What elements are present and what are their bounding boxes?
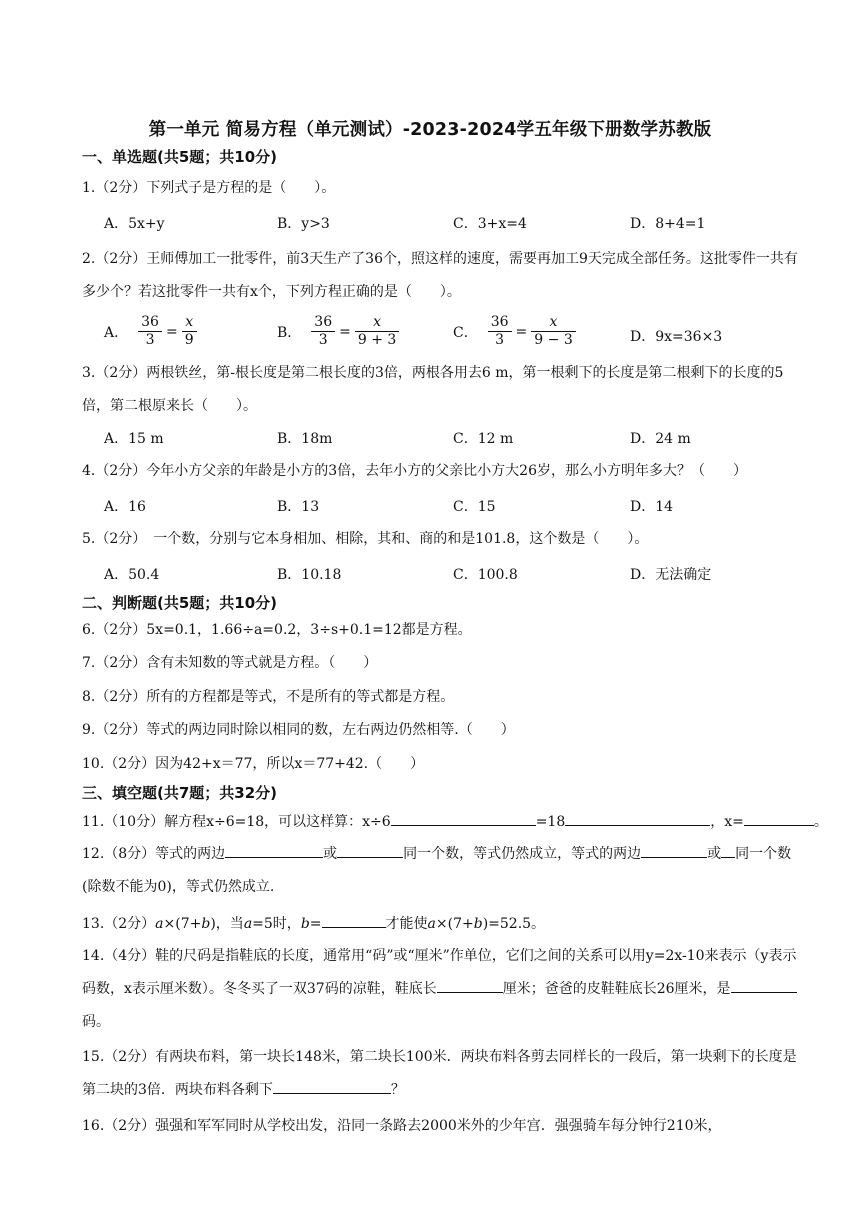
question-5: 5.（2分） 一个数，分别与它本身相加、相除，其和、商的和是101.8，这个数是（ ）。	[82, 531, 649, 547]
option-d: D．14	[630, 499, 674, 515]
question-3-options	[104, 428, 804, 452]
question-3: 3.（2分）两根铁丝，第-根长度是第二根长度的3倍，两根各用去6 m，第一根剩下的长度是第二根剩下的长度的5倍，第二根原来长（ ）。	[82, 365, 784, 414]
option-d: D．8+4=1	[630, 216, 706, 232]
question-8: 8.（2分）所有的方程都是等式，不是所有的等式都是方程。	[82, 689, 455, 705]
option-d: D．9x=36×3	[630, 329, 723, 345]
question-7: 7.（2分）含有未知数的等式就是方程。（ ）	[82, 655, 378, 671]
question-11: 11.（10分）解方程x÷6=18，可以这样算：x÷6 =18 ，x= 。	[82, 811, 828, 832]
answer-blank[interactable]	[565, 811, 710, 826]
answer-blank[interactable]	[641, 843, 707, 858]
option-d: D．24 m	[630, 431, 691, 447]
fraction: $\frac{36}{3}$	[311, 314, 335, 349]
answer-blank[interactable]	[721, 843, 735, 858]
option-a: A．15 m	[104, 431, 164, 447]
option-b: B．10.18	[277, 567, 342, 583]
question-9: 9.（2分）等式的两边同时除以相同的数，左右两边仍然相等.（ ）	[82, 722, 515, 738]
answer-blank[interactable]	[225, 843, 323, 858]
section-heading-fill-blank: 三、填空题(共7题；共32分)	[82, 784, 278, 802]
option-a: A．5x+y	[104, 216, 165, 232]
page-title: 第一单元 简易方程（单元测试）-2023-2024学五年级下册数学苏教版	[148, 120, 712, 140]
fraction: $\frac{x}{9}$	[182, 314, 197, 349]
answer-blank[interactable]	[744, 811, 814, 826]
option-c: C．3+x=4	[453, 216, 527, 232]
answer-blank[interactable]	[337, 843, 403, 858]
option-a: A．50.4	[104, 567, 160, 583]
question-4-options	[104, 496, 804, 520]
section-heading-single-choice: 一、单选题(共5题；共10分)	[82, 148, 278, 166]
answer-blank[interactable]	[391, 811, 536, 826]
question-1: 1.（2分）下列式子是方程的是（ ）。	[82, 180, 336, 196]
option-b: B．13	[277, 499, 320, 515]
answer-blank[interactable]	[437, 978, 503, 993]
answer-blank[interactable]	[731, 978, 797, 993]
question-5-options	[104, 564, 804, 588]
option-c: C． $\frac{36}{3}$ = $\frac{x}{9 - 3}$	[453, 314, 578, 349]
question-10: 10.（2分）因为42+x＝77，所以x＝77+42.（ ）	[82, 756, 425, 772]
question-14: 14.（4分）鞋的尺码是指鞋底的长度，通常用“码”或“厘米”作单位，它们之间的关系可以用y=2x-10来表示（y表示码数，x表示厘米数）。冬冬买了一双37码的凉鞋，鞋底长 厘米；爸爸的皮鞋鞋底长26厘米，是码。	[82, 948, 797, 1030]
question-6: 6.（2分）5x=0.1，1.66÷a=0.2，3÷s+0.1=12都是方程。	[82, 622, 472, 638]
fraction: $\frac{x}{9 - 3}$	[531, 314, 575, 349]
option-b: B．y>3	[277, 216, 330, 232]
question-2: 2.（2分）王师傅加工一批零件，前3天生产了36个，照这样的速度，需要再加工9天完成全部任务。这批零件一共有多少个？若这批零件一共有x个，下列方程正确的是（ ）。	[82, 251, 798, 300]
option-a: A． $\frac{36}{3}$ = $\frac{x}{9}$	[104, 314, 199, 349]
option-c: C．100.8	[453, 567, 518, 583]
option-b: B．18m	[277, 431, 333, 447]
option-d: D．无法确定	[630, 567, 712, 583]
section-heading-true-false: 二、判断题(共5题；共10分)	[82, 594, 278, 612]
answer-blank[interactable]	[273, 1079, 391, 1094]
question-13: 13.（2分）a×(7+b)，当a=5时，b= 才能使a×(7+b)=52.5。	[82, 913, 545, 934]
answer-blank[interactable]	[322, 913, 386, 928]
question-1-options	[104, 213, 804, 237]
question-16: 16.（2分）强强和军军同时从学校出发，沿同一条路去2000米外的少年宫．强强骑车每分钟行210米，	[82, 1118, 722, 1134]
option-c: C．15	[453, 499, 496, 515]
option-c: C．12 m	[453, 431, 514, 447]
fraction: $\frac{36}{3}$	[138, 314, 162, 349]
question-2-options	[104, 314, 804, 350]
question-15: 15.（2分）有两块布料，第一块长148米，第二块长100米．两块布料各剪去同样长的一段后，第一块剩下的长度是第二块的3倍．两块布料各剩下 ？	[82, 1049, 797, 1098]
question-12: 12.（8分）等式的两边 或 同一个数，等式仍然成立，等式的两边 或 同一个数(除数不能为0)，等式仍然成立.	[82, 838, 810, 904]
fraction: $\frac{36}{3}$	[488, 314, 512, 349]
fraction: $\frac{x}{9 + 3}$	[355, 314, 399, 349]
option-a: A．16	[104, 499, 146, 515]
question-4: 4.（2分）今年小方父亲的年龄是小方的3倍，去年小方的父亲比小方大26岁，那么小方明年多大？（ ）	[82, 463, 747, 479]
option-b: B． $\frac{36}{3}$ = $\frac{x}{9 + 3}$	[277, 314, 401, 349]
